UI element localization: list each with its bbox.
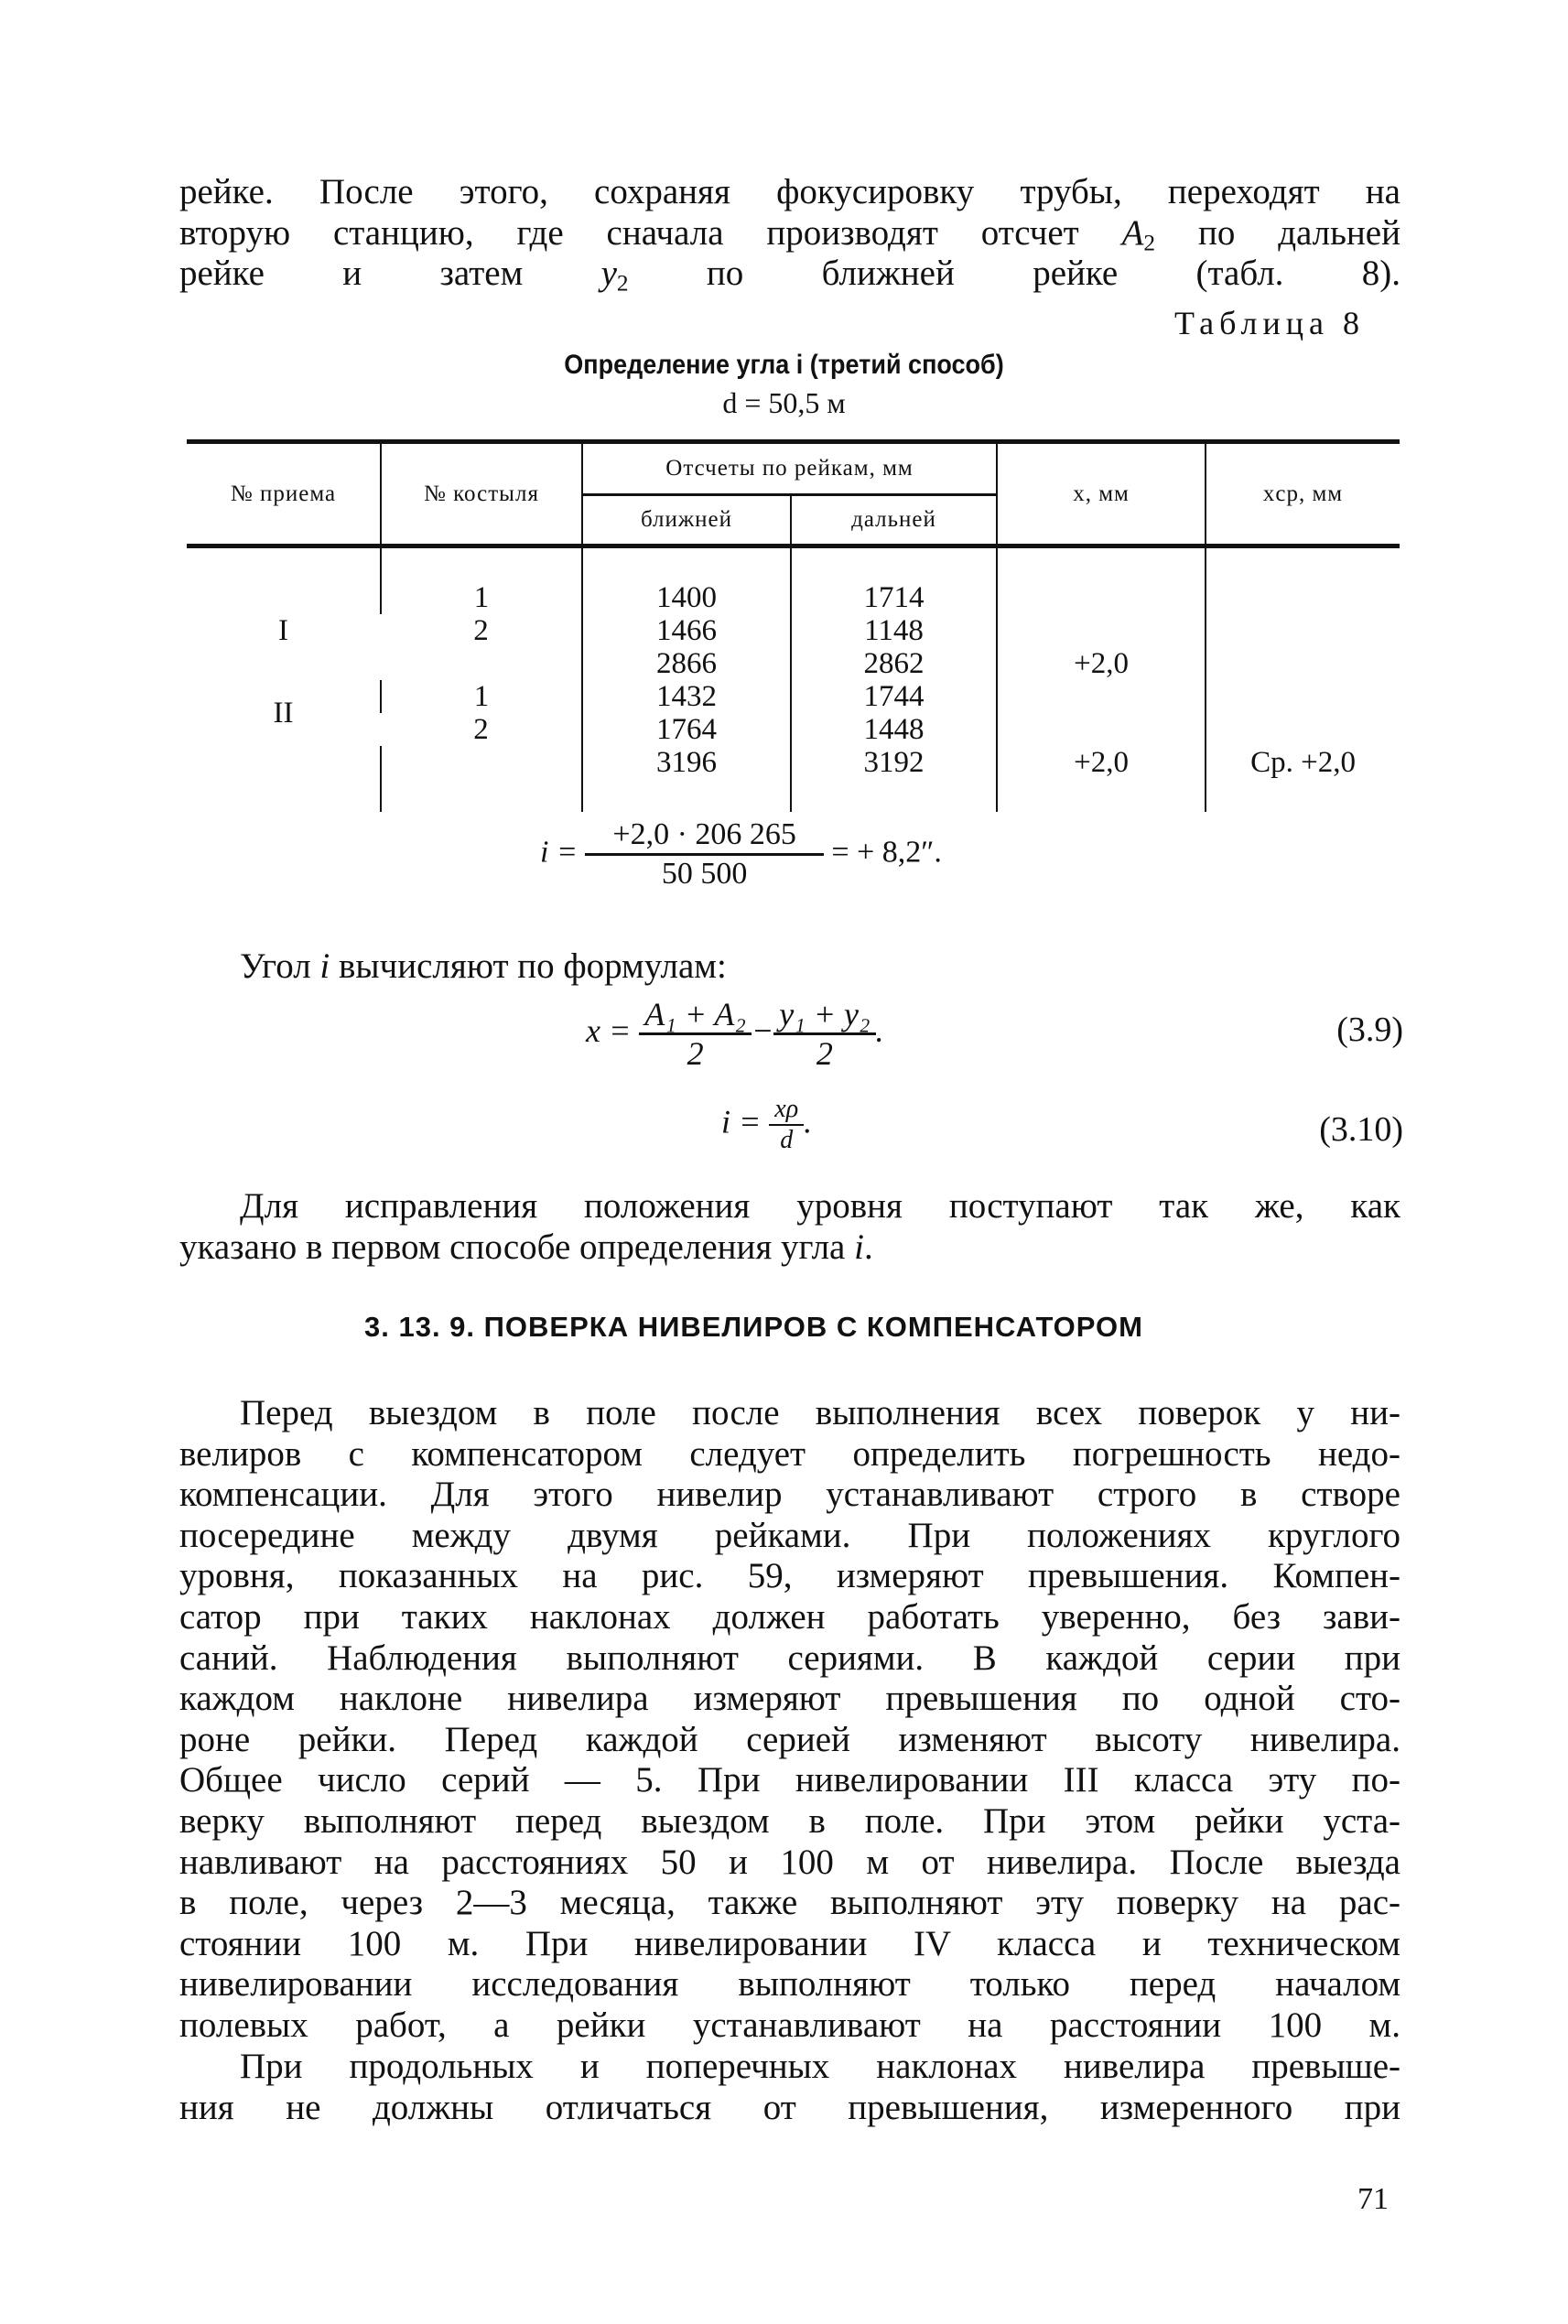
eq310-denominator: d [780, 1126, 794, 1154]
text-segment: навливают на расстояниях 50 и 100 м от нивелира. После выезда [179, 1842, 1400, 1882]
cell-x-avg [1206, 614, 1400, 647]
eq39-period: . [875, 1011, 884, 1049]
text-segment: 2 [1143, 229, 1156, 255]
text-segment: уровня, показанных на рис. 59, измеряют превышения. Компен- [179, 1556, 1400, 1596]
cell-near: 1764 [582, 713, 791, 746]
cell-crutch [381, 647, 582, 680]
cell-x: +2,0 [997, 647, 1206, 680]
text-segment: 2 [616, 270, 629, 297]
cell-near: 1432 [582, 680, 791, 713]
text-segment: A [1121, 212, 1144, 253]
cell-near: 3196 [582, 746, 791, 779]
cell-x: +2,0 [997, 746, 1206, 779]
cell-near: 1400 [582, 581, 791, 614]
equation-3-9 [586, 996, 884, 1072]
text-line [179, 254, 1400, 295]
eq310-lhs: i = [721, 1103, 762, 1140]
table-number: Таблица 8 [1174, 305, 1365, 341]
cell-x-avg [1206, 581, 1400, 614]
text-segment: i [319, 946, 330, 986]
main-paragraph [179, 1393, 1400, 2047]
header-x: x, мм [997, 442, 1206, 546]
cell-far: 3192 [791, 746, 997, 779]
text-segment: полевых работ, а рейки устанавливают на расстоянии 100 м. [179, 2005, 1400, 2045]
cell-x [997, 680, 1206, 713]
table-row [187, 746, 1400, 779]
table-row [187, 680, 1400, 713]
text-segment: рейке и затем [179, 254, 601, 294]
calc-result: = + 8,2″. [831, 835, 942, 870]
text-segment: по дальней [1155, 212, 1400, 253]
header-far: дальней [791, 495, 997, 546]
cell-far: 1714 [791, 581, 997, 614]
text-line [179, 2088, 1400, 2129]
text-segment: Общее число серий — 5. При нивелировании III класса эту по- [179, 1760, 1400, 1800]
cell-crutch: 2 [473, 713, 489, 746]
text-line [179, 1186, 1400, 1227]
text-line [179, 1597, 1400, 1638]
eq39-numerator-1: A₁ + A₂ [639, 996, 752, 1035]
text-line [179, 1801, 1400, 1843]
section-heading: 3. 13. 9. ПОВЕРКА НИВЕЛИРОВ С КОМПЕНСАТОРОМ [364, 1311, 1143, 1343]
header-readings: Отсчеты по рейкам, мм [582, 442, 997, 495]
eq310-numerator: xρ [769, 1095, 804, 1126]
cell-crutch [381, 746, 582, 779]
text-segment: посередине между двумя рейками. При положениях круглого [179, 1515, 1400, 1555]
text-segment: роне рейки. Перед каждой серией изменяют высоту нивелира. [179, 1719, 1400, 1759]
text-segment: . [863, 1227, 873, 1267]
text-segment: рейке. После этого, сохраняя фокусировку трубы, переходят на [179, 172, 1400, 211]
text-segment: ния не должны отличаться от превышения, измеренного при [179, 2087, 1400, 2127]
text-line [179, 1434, 1400, 1475]
text-line [179, 1924, 1400, 1965]
text-segment: Угол [240, 946, 320, 986]
table-distance: d = 50,5 м [722, 386, 846, 419]
cell-near: 1466 [582, 614, 791, 647]
text-segment: сатор при таких наклонах должен работать уверенно, без зави- [179, 1596, 1400, 1637]
cell-far: 1148 [791, 614, 997, 647]
text-segment: компенсации. Для этого нивелир устанавливают строго в створе [179, 1475, 1400, 1515]
cell-reception-empty [187, 746, 381, 779]
text-segment: указано в первом способе определения угла [179, 1227, 855, 1267]
header-reception: № приема [230, 481, 337, 506]
cell-crutch: 1 [381, 581, 582, 614]
cell-far: 1744 [791, 680, 997, 713]
text-segment: по ближней рейке (табл. 8). [628, 254, 1400, 294]
text-segment: y [600, 254, 617, 294]
text-line [179, 1556, 1400, 1597]
calc-formula [540, 816, 942, 892]
calc-numerator: +2,0 · 206 265 [585, 816, 824, 856]
last-paragraph [179, 2047, 1400, 2128]
calc-lhs: i = [540, 835, 578, 870]
readings-table [187, 439, 1400, 812]
cell-x-avg [1206, 647, 1400, 680]
eq310-period: . [804, 1103, 813, 1140]
text-segment: При продольных и поперечных наклонах нивелира превыше- [240, 2047, 1400, 2086]
text-segment: Для исправления положения уровня поступают так же, как [240, 1186, 1400, 1226]
text-segment: нивелировании исследования выполняют только перед началом [179, 1964, 1400, 2005]
cell-far: 1448 [791, 713, 997, 746]
cell-reception: II [273, 697, 294, 730]
text-line [179, 1679, 1400, 1720]
eq39-denominator-1: 2 [687, 1035, 704, 1072]
text-segment: каждом наклоне нивелира измеряют превышения по одной сто- [179, 1679, 1400, 1719]
text-line [179, 2047, 1400, 2088]
table-title: Определение угла i (третий способ) [564, 350, 1004, 380]
eq39-numerator-2: y₁ + y₂ [773, 996, 875, 1035]
eq39-lhs: x = [586, 1011, 632, 1049]
text-segment: i [854, 1227, 864, 1267]
cell-far: 2862 [791, 647, 997, 680]
cell-x-avg: Ср. +2,0 [1206, 746, 1400, 779]
cell-crutch: 1 [381, 680, 582, 713]
equation-3-10 [721, 1095, 812, 1155]
text-line [179, 1638, 1400, 1680]
text-line [179, 1227, 1400, 1269]
fix-paragraph [179, 1186, 1400, 1268]
text-line [179, 213, 1400, 254]
text-segment: верку выполняют перед выездом в поле. При этом рейки уста- [179, 1800, 1400, 1841]
intro-paragraph [179, 172, 1400, 295]
text-segment: велиров с компенсатором следует определить погрешность недо- [179, 1433, 1400, 1474]
cell-crutch: 2 [473, 614, 489, 647]
text-line [179, 1393, 1400, 1434]
text-segment: саний. Наблюдения выполняют сериями. В каждой серии при [179, 1638, 1400, 1678]
text-line [179, 1720, 1400, 1761]
text-line [179, 172, 1400, 213]
formulas-intro [240, 946, 1064, 988]
calc-denominator: 50 500 [661, 857, 748, 891]
header-x-avg: xср, мм [1206, 442, 1400, 546]
cell-near: 2866 [582, 647, 791, 680]
header-near: ближней [582, 495, 791, 546]
cell-x-avg [1206, 713, 1400, 746]
cell-reception: I [278, 614, 288, 647]
text-segment: в поле, через 2—3 месяца, также выполняют эту поверку на рас- [179, 1883, 1400, 1923]
text-line [179, 1883, 1400, 1924]
text-segment: вторую станцию, где сначала производят отсчет [179, 212, 1122, 253]
eq39-number: (3.9) [1336, 1011, 1403, 1049]
text-line [179, 1964, 1400, 2005]
eq39-minus: − [751, 1011, 774, 1049]
text-line [179, 1760, 1400, 1801]
table-row [187, 581, 1400, 614]
text-line [179, 1843, 1400, 1884]
text-segment: Перед выездом в поле после выполнения всех поверок у ни- [240, 1393, 1400, 1432]
cell-x [997, 614, 1206, 647]
cell-x [997, 713, 1206, 746]
text-line [240, 946, 1064, 988]
text-segment: вычисляют по формулам: [330, 946, 727, 986]
text-segment: стоянии 100 м. При нивелировании IV класса и техническом [179, 1923, 1400, 1963]
text-line [179, 2005, 1400, 2047]
eq39-denominator-2: 2 [816, 1035, 833, 1072]
eq310-number: (3.10) [1319, 1110, 1403, 1149]
text-line [179, 1475, 1400, 1516]
cell-x-avg [1206, 680, 1400, 713]
page-number: 71 [1357, 2182, 1389, 2216]
text-line [179, 1516, 1400, 1557]
cell-x [997, 581, 1206, 614]
header-crutch: № костыля [381, 442, 582, 546]
